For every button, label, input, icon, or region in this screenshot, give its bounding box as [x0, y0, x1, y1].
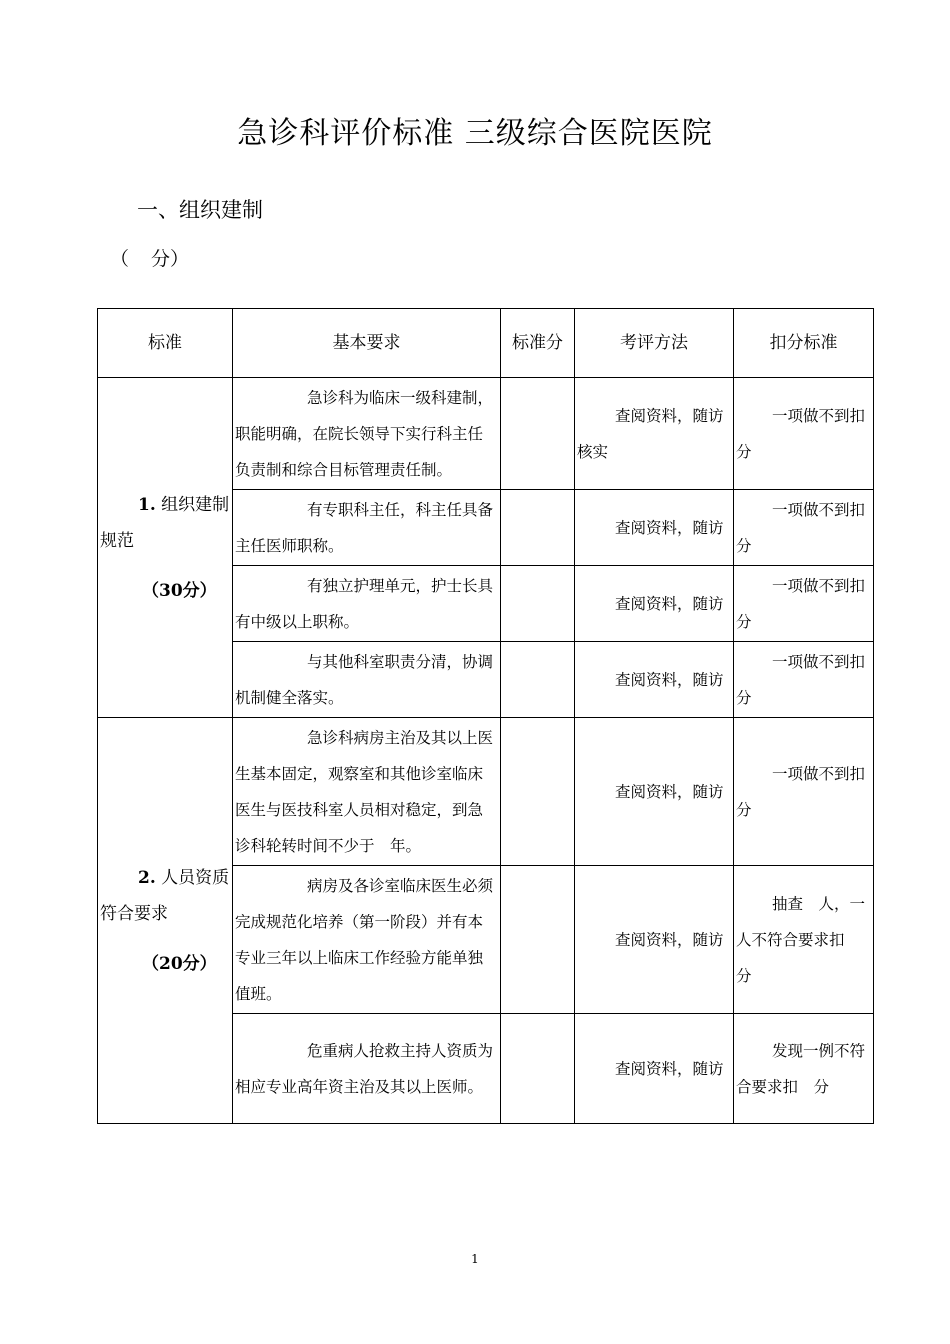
standard-score-cell — [501, 1014, 575, 1124]
category-score: （30分） — [142, 580, 217, 601]
requirement-cell: 危重病人抢救主持人资质为相应专业高年资主治及其以上医师。 — [233, 1014, 501, 1124]
deduction-cell: 发现一例不符合要求扣 分 — [734, 1014, 874, 1124]
category-cell — [98, 378, 233, 718]
requirement-cell: 与其他科室职责分清，协调机制健全落实。 — [233, 642, 501, 718]
header-requirement: 基本要求 — [233, 309, 501, 378]
header-standard: 标准 — [98, 309, 233, 378]
page-title: 急诊科评价标准 三级综合医院医院 — [237, 116, 713, 151]
table-row — [98, 718, 874, 866]
requirement-cell: 病房及各诊室临床医生必须完成规范化培养（第一阶段）并有本专业三年以上临床工作经验方能单独值班。 — [233, 866, 501, 1014]
requirement-cell: 急诊科病房主治及其以上医生基本固定，观察室和其他诊室临床医生与医技科室人员相对稳定，到急诊科轮转时间不少于 年。 — [233, 718, 501, 866]
category-label: 组织建制规范 — [100, 494, 230, 551]
table-header-row — [98, 309, 874, 378]
evaluation-table — [97, 308, 881, 1124]
page-number: 1 — [471, 1252, 479, 1266]
standard-score-cell — [501, 718, 575, 866]
category-score: （20分） — [142, 953, 217, 974]
method-cell: 查阅资料，随访 — [575, 718, 734, 866]
section-score — [110, 244, 189, 271]
requirement-cell: 急诊科为临床一级科建制，职能明确，在院长领导下实行科主任负责制和综合目标管理责任制。 — [233, 378, 501, 490]
standard-score-cell — [501, 566, 575, 642]
deduction-cell: 一项做不到扣 分 — [734, 566, 874, 642]
standard-score-cell — [501, 490, 575, 566]
standard-score-cell — [501, 642, 575, 718]
deduction-cell: 一项做不到扣 分 — [734, 490, 874, 566]
requirement-cell: 有专职科主任，科主任具备主任医师职称。 — [233, 490, 501, 566]
standard-score-cell — [501, 378, 575, 490]
requirement-cell: 有独立护理单元，护士长具有中级以上职称。 — [233, 566, 501, 642]
category-number: 2. — [138, 867, 156, 888]
section-heading: 一、组织建制 — [137, 198, 263, 222]
method-cell: 查阅资料，随访核实 — [575, 378, 734, 490]
deduction-cell: 抽查 人，一人不符合要求扣 分 — [734, 866, 874, 1014]
method-cell: 查阅资料，随访 — [575, 642, 734, 718]
table-row — [98, 378, 874, 490]
deduction-cell: 一项做不到扣 分 — [734, 718, 874, 866]
category-cell — [98, 718, 233, 1124]
method-cell: 查阅资料，随访 — [575, 490, 734, 566]
score-open: （ — [110, 248, 130, 270]
category-number: 1. — [138, 494, 156, 515]
header-deduction: 扣分标准 — [734, 309, 874, 378]
method-cell: 查阅资料，随访 — [575, 566, 734, 642]
header-score: 标准分 — [501, 309, 575, 378]
header-method: 考评方法 — [575, 309, 734, 378]
deduction-cell: 一项做不到扣 分 — [734, 378, 874, 490]
standard-score-cell — [501, 866, 575, 1014]
method-cell: 查阅资料，随访 — [575, 1014, 734, 1124]
method-cell: 查阅资料，随访 — [575, 866, 734, 1014]
category-label: 人员资质符合要求 — [100, 867, 230, 924]
score-text: 分） — [151, 248, 190, 270]
deduction-cell: 一项做不到扣 分 — [734, 642, 874, 718]
